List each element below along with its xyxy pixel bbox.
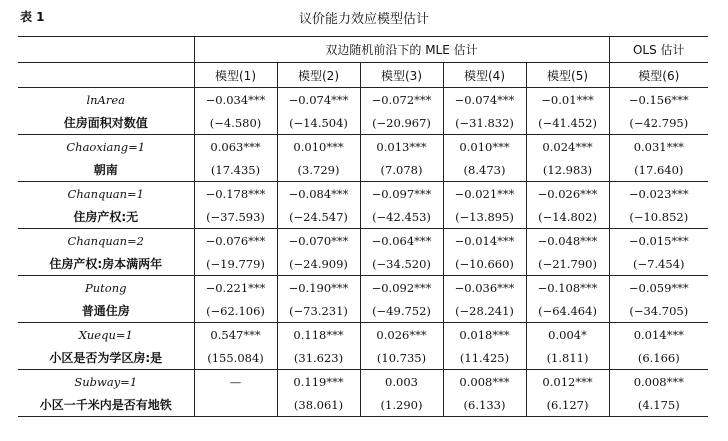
variable-description: 普通住房 — [81, 304, 130, 318]
variable-description: 朝南 — [93, 163, 118, 177]
model-header: 模型(3) — [360, 63, 443, 88]
t-statistic-cell: (−24.547) — [277, 205, 360, 229]
coefficient-cell: 0.063*** — [194, 135, 277, 159]
t-statistic-cell: (−10.852) — [609, 205, 708, 229]
table-caption — [0, 6, 728, 28]
table-row — [18, 299, 708, 323]
t-statistic-cell: (1.811) — [526, 346, 609, 370]
coefficient-cell: 0.031*** — [609, 135, 708, 159]
coefficient-cell: −0.178*** — [194, 182, 277, 206]
table-body — [18, 88, 708, 417]
t-statistic-cell: (−4.580) — [194, 111, 277, 135]
model-header: 模型(4) — [443, 63, 526, 88]
t-statistic-cell — [194, 393, 277, 417]
t-statistic-cell: (−31.832) — [443, 111, 526, 135]
table-label: 表 1 — [20, 10, 45, 24]
t-statistic-cell: (−34.705) — [609, 299, 708, 323]
t-statistic-cell: (−24.909) — [277, 252, 360, 276]
variable-name: Chaoxiang=1 — [66, 139, 146, 154]
t-statistic-cell: (−28.241) — [443, 299, 526, 323]
t-statistic-cell: (6.166) — [609, 346, 708, 370]
coefficient-cell: −0.084*** — [277, 182, 360, 206]
table-row — [18, 346, 708, 370]
coefficient-cell: −0.01*** — [526, 88, 609, 112]
t-statistic-cell: (31.623) — [277, 346, 360, 370]
coefficient-cell: 0.014*** — [609, 323, 708, 347]
variable-column-header — [18, 37, 194, 63]
ols-group-header: OLS 估计 — [609, 37, 708, 63]
t-statistic-cell: (−73.231) — [277, 299, 360, 323]
coefficient-cell: −0.021*** — [443, 182, 526, 206]
model-header: 模型(5) — [526, 63, 609, 88]
coefficient-cell: −0.026*** — [526, 182, 609, 206]
variable-name: Chanquan=2 — [67, 233, 144, 248]
coefficient-cell: −0.108*** — [526, 276, 609, 300]
t-statistic-cell: (6.133) — [443, 393, 526, 417]
coefficient-cell: −0.036*** — [443, 276, 526, 300]
coefficient-cell: −0.023*** — [609, 182, 708, 206]
t-statistic-cell: (−42.453) — [360, 205, 443, 229]
variable-name: Chanquan=1 — [67, 186, 144, 201]
t-statistic-cell: (−64.464) — [526, 299, 609, 323]
table-row — [18, 182, 708, 206]
mle-group-header: 双边随机前沿下的 MLE 估计 — [194, 37, 609, 63]
t-statistic-cell: (−34.520) — [360, 252, 443, 276]
table-row — [18, 229, 708, 253]
coefficient-cell: −0.092*** — [360, 276, 443, 300]
t-statistic-cell: (17.640) — [609, 158, 708, 182]
coefficient-cell: 0.008*** — [443, 370, 526, 394]
coefficient-cell: −0.156*** — [609, 88, 708, 112]
variable-description: 小区是否为学区房:是 — [49, 351, 163, 365]
variable-description: 住房产权:无 — [73, 210, 139, 224]
coefficient-cell: −0.048*** — [526, 229, 609, 253]
table-row — [18, 111, 708, 135]
coefficient-cell: −0.015*** — [609, 229, 708, 253]
coefficient-cell: −0.190*** — [277, 276, 360, 300]
coefficient-cell: −0.074*** — [277, 88, 360, 112]
coefficient-cell: — — [194, 370, 277, 394]
t-statistic-cell: (−20.967) — [360, 111, 443, 135]
t-statistic-cell: (−14.504) — [277, 111, 360, 135]
t-statistic-cell: (12.983) — [526, 158, 609, 182]
coefficient-cell: −0.097*** — [360, 182, 443, 206]
coefficient-cell: 0.026*** — [360, 323, 443, 347]
t-statistic-cell: (155.084) — [194, 346, 277, 370]
table-row — [18, 135, 708, 159]
coefficient-cell: −0.059*** — [609, 276, 708, 300]
t-statistic-cell: (−10.660) — [443, 252, 526, 276]
t-statistic-cell: (−37.593) — [194, 205, 277, 229]
model-header: 模型(2) — [277, 63, 360, 88]
coefficient-cell: −0.072*** — [360, 88, 443, 112]
t-statistic-cell: (8.473) — [443, 158, 526, 182]
t-statistic-cell: (−7.454) — [609, 252, 708, 276]
coefficient-cell: 0.003 — [360, 370, 443, 394]
t-statistic-cell: (38.061) — [277, 393, 360, 417]
model-header: 模型(6) — [609, 63, 708, 88]
variable-name: Xuequ=1 — [78, 327, 133, 342]
variable-name: Putong — [85, 280, 127, 295]
table-row — [18, 393, 708, 417]
t-statistic-cell: (10.735) — [360, 346, 443, 370]
table-row — [18, 158, 708, 182]
variable-description: 住房产权:房本满两年 — [49, 257, 163, 271]
coefficient-cell: 0.012*** — [526, 370, 609, 394]
table-title: 议价能力效应模型估计 — [298, 12, 429, 27]
coefficient-cell: 0.013*** — [360, 135, 443, 159]
coefficient-cell: −0.221*** — [194, 276, 277, 300]
table-row — [18, 276, 708, 300]
t-statistic-cell: (−19.779) — [194, 252, 277, 276]
variable-description: 小区一千米内是否有地铁 — [39, 398, 172, 412]
coefficient-cell: 0.008*** — [609, 370, 708, 394]
coefficient-cell: 0.004* — [526, 323, 609, 347]
variable-name: Subway=1 — [74, 374, 138, 389]
table-row — [18, 323, 708, 347]
t-statistic-cell: (−14.802) — [526, 205, 609, 229]
coefficient-cell: −0.074*** — [443, 88, 526, 112]
t-statistic-cell: (−49.752) — [360, 299, 443, 323]
coefficient-cell: 0.024*** — [526, 135, 609, 159]
variable-column-header-blank — [18, 63, 194, 88]
coefficient-cell: 0.547*** — [194, 323, 277, 347]
table-row — [18, 370, 708, 394]
coefficient-cell: −0.070*** — [277, 229, 360, 253]
coefficient-cell: −0.076*** — [194, 229, 277, 253]
t-statistic-cell: (3.729) — [277, 158, 360, 182]
variable-description: 住房面积对数值 — [63, 116, 148, 130]
coefficient-cell: 0.118*** — [277, 323, 360, 347]
t-statistic-cell: (17.435) — [194, 158, 277, 182]
coefficient-cell: 0.010*** — [277, 135, 360, 159]
coefficient-cell: 0.010*** — [443, 135, 526, 159]
table-row — [18, 205, 708, 229]
model-header-row — [18, 63, 708, 88]
coefficient-cell: −0.064*** — [360, 229, 443, 253]
t-statistic-cell: (4.175) — [609, 393, 708, 417]
variable-name: lnArea — [86, 92, 126, 107]
group-header-row — [18, 37, 708, 63]
coefficient-cell: 0.119*** — [277, 370, 360, 394]
t-statistic-cell: (−41.452) — [526, 111, 609, 135]
table-row — [18, 252, 708, 276]
t-statistic-cell: (7.078) — [360, 158, 443, 182]
t-statistic-cell: (−62.106) — [194, 299, 277, 323]
t-statistic-cell: (1.290) — [360, 393, 443, 417]
t-statistic-cell: (6.127) — [526, 393, 609, 417]
model-header: 模型(1) — [194, 63, 277, 88]
coefficient-cell: 0.018*** — [443, 323, 526, 347]
coefficient-cell: −0.014*** — [443, 229, 526, 253]
t-statistic-cell: (11.425) — [443, 346, 526, 370]
t-statistic-cell: (−21.790) — [526, 252, 609, 276]
t-statistic-cell: (−42.795) — [609, 111, 708, 135]
coefficient-cell: −0.034*** — [194, 88, 277, 112]
estimation-table — [18, 36, 708, 417]
t-statistic-cell: (−13.895) — [443, 205, 526, 229]
table-row — [18, 88, 708, 112]
